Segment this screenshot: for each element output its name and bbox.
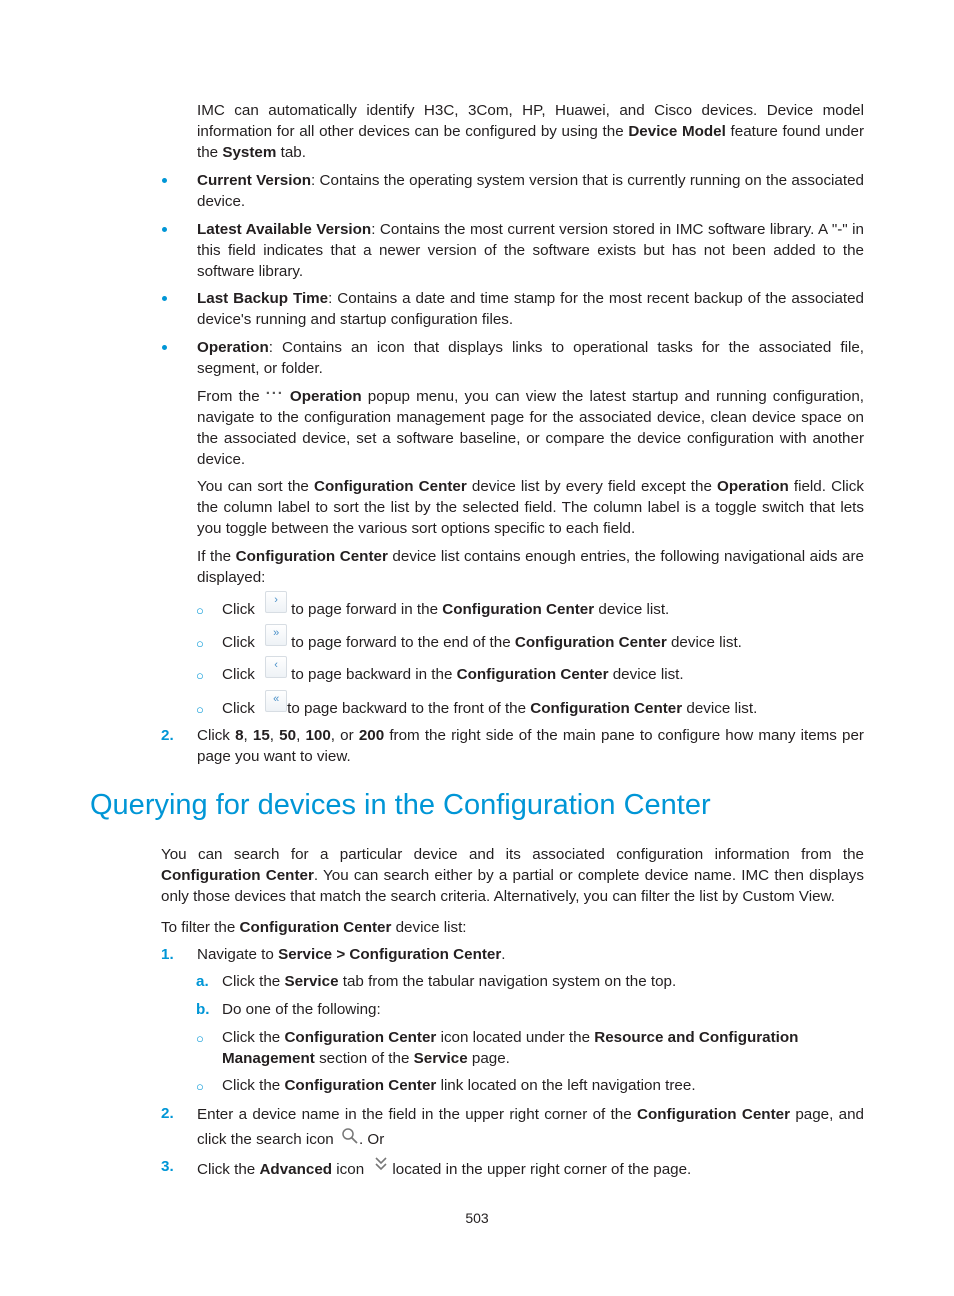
sub-bullet-marker: ○	[196, 668, 204, 683]
bullet-operation: Operation: Contains an icon that displays links to operational tasks for the associated file, segment, or folder.	[197, 339, 864, 377]
double-chevron-down-icon[interactable]	[372, 1156, 390, 1172]
bullet-marker	[161, 288, 171, 298]
step-advanced: Click the Advanced icon located in the upper right corner of the page.	[197, 1156, 691, 1180]
nav-item-prev: Click ‹to page backward in the Configuration Center device list.	[222, 664, 684, 686]
double-chevron-right-icon[interactable]: »	[265, 624, 287, 646]
search-icon[interactable]	[341, 1127, 359, 1145]
step-number: 2.	[161, 727, 174, 744]
query-paragraph: You can search for a particular device and its associated configuration information from the Configuration Center. You can search either by a partial or complete device name. IMC then displays only those devices that match the search criteria. Alternatively, you can filter the list by Custom View.	[161, 846, 864, 905]
bullet-last-backup: Last Backup Time: Contains a date and time stamp for the most recent backup of the associated device's running and startup configuration files.	[197, 290, 864, 328]
sub-bullet-marker: ○	[196, 603, 204, 618]
page-number: 503	[465, 1210, 489, 1226]
bullet-current-version: Current Version: Contains the operating system version that is currently running on the associated device.	[197, 172, 864, 210]
step-letter: a.	[196, 973, 209, 990]
page-size-step: Click 8, 15, 50, 100, or 200 from the right side of the main pane to configure how many items per page you want to view.	[197, 727, 864, 765]
option-link: Click the Configuration Center link located on the left navigation tree.	[222, 1077, 696, 1094]
intro-paragraph: IMC can automatically identify H3C, 3Com, HP, Huawei, and Cisco devices. Device model information for all other devices can be configured by using the Device Model feature found under the System tab.	[197, 102, 865, 161]
bullet-marker	[161, 219, 171, 229]
step-navigate: Navigate to Service > Configuration Center.	[197, 946, 506, 963]
step-number: 2.	[161, 1105, 174, 1122]
sub-bullet-marker: ○	[196, 636, 204, 651]
sort-paragraph: You can sort the Configuration Center device list by every field except the Operation field. Click the column label to sort the list by the selected field. The column label is a toggle switch that lets you toggle between the various sort options specific to each field.	[197, 478, 864, 537]
bullet-latest-version: Latest Available Version: Contains the most current version stored in IMC software library. A "-" in this field indicates that a newer version of the software exists but has not been added to the software library.	[197, 221, 865, 280]
nav-aids-paragraph: If the Configuration Center device list contains enough entries, the following navigational aids are displayed:	[197, 548, 864, 586]
double-chevron-left-icon[interactable]: «	[265, 690, 287, 712]
bullet-marker	[161, 170, 171, 180]
section-heading: Querying for devices in the Configuration Center	[90, 789, 711, 821]
nav-item-next: Click ›to page forward in the Configuration Center device list.	[222, 599, 669, 621]
filter-intro: To filter the Configuration Center device list:	[161, 919, 467, 936]
step-do-one: Do one of the following:	[222, 1001, 381, 1018]
operation-paragraph: From the ··· Operation popup menu, you can view the latest startup and running configuration, navigate to the configuration management page for the associated device, clean device space on the associated device, set a software baseline, or compare the device configuration with another device.	[197, 385, 864, 468]
more-dots-icon: ···	[265, 385, 284, 402]
chevron-left-icon[interactable]: ‹	[265, 656, 287, 678]
sub-bullet-marker: ○	[196, 1031, 204, 1046]
chevron-right-icon[interactable]: ›	[265, 591, 287, 613]
nav-item-first: Click «to page backward to the front of the Configuration Center device list.	[222, 698, 757, 720]
sub-bullet-marker: ○	[196, 702, 204, 717]
sub-bullet-marker: ○	[196, 1079, 204, 1094]
option-icon: Click the Configuration Center icon located under the Resource and Configuration Management section of the Service page.	[222, 1029, 799, 1067]
step-enter-name: Enter a device name in the field in the upper right corner of the Configuration Center page, and click the search icon . Or	[197, 1106, 864, 1148]
step-click-service: Click the Service tab from the tabular navigation system on the top.	[222, 973, 677, 990]
step-letter: b.	[196, 1001, 210, 1018]
nav-item-last: Click »to page forward to the end of the Configuration Center device list.	[222, 632, 742, 654]
step-number: 3.	[161, 1158, 174, 1175]
bullet-marker	[161, 337, 171, 347]
step-number: 1.	[161, 946, 174, 963]
